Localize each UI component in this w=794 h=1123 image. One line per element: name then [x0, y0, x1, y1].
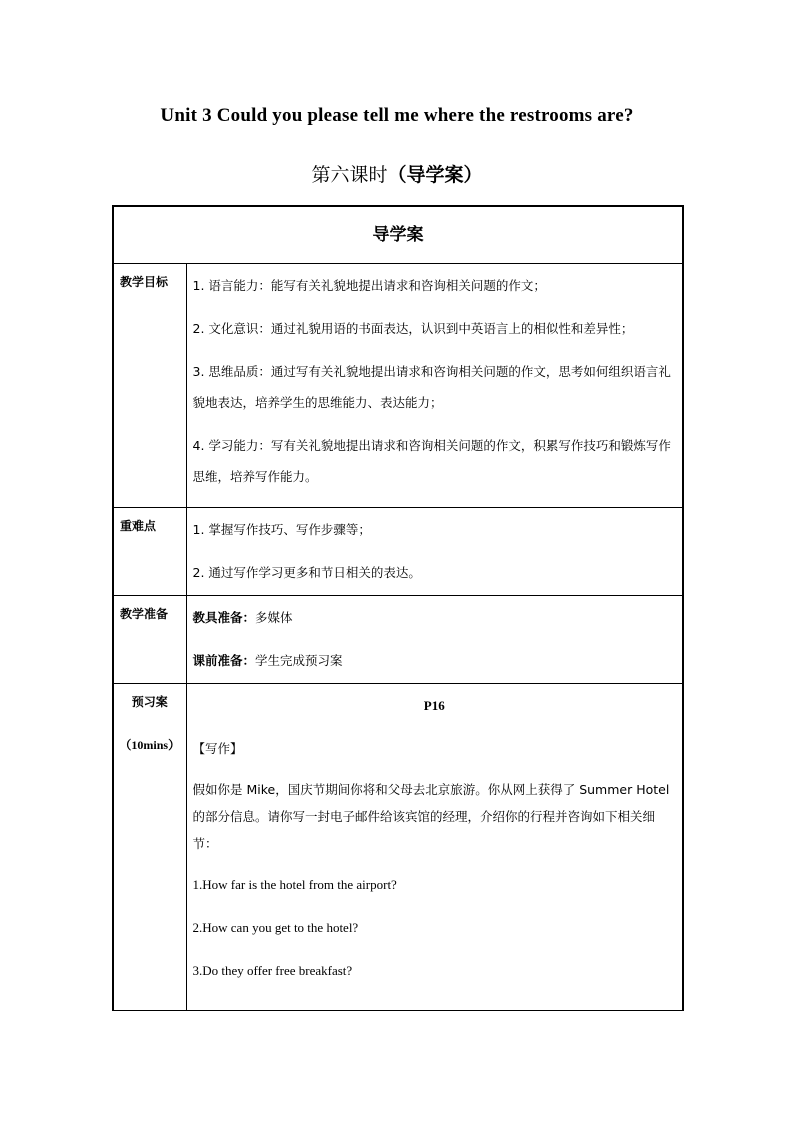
- objectives-label-cell: [113, 264, 186, 508]
- objectives-content: [186, 264, 683, 508]
- preview-label-cell: [113, 684, 186, 1011]
- objective-item-4: 4. 学习能力：写有关礼貌地提出请求和咨询相关问题的作文，积累写作技巧和锻炼写作思维，培养写作能力。: [192, 438, 671, 484]
- preview-question-3: 3.Do they offer free breakfast?: [192, 963, 353, 978]
- preview-duration: （10mins）: [119, 738, 181, 752]
- preview-page: P16: [423, 698, 445, 713]
- preparation-key-2: 课前准备：: [192, 653, 256, 668]
- subtitle-lesson: 第六课时: [311, 164, 388, 186]
- lesson-plan-table: [112, 205, 684, 1011]
- preview-question-1: 1.How far is the hotel from the airport?: [192, 877, 397, 892]
- preparation-key-1: 教具准备：: [192, 610, 256, 625]
- key-point-item-1: 1. 掌握写作技巧、写作步骤等；: [192, 522, 371, 537]
- preparation-row: [113, 596, 683, 684]
- preview-question-2: 2.How can you get to the hotel?: [192, 920, 359, 935]
- subtitle-type: （导学案）: [387, 164, 483, 186]
- objectives-row: [113, 264, 683, 508]
- preparation-value-1: 多媒体: [255, 610, 293, 625]
- key-point-item-2: 2. 通过写作学习更多和节日相关的表达。: [192, 565, 421, 580]
- preview-label: 预习案: [131, 695, 168, 709]
- objectives-label: 教学目标: [120, 275, 169, 289]
- preparation-item-2: [193, 645, 677, 676]
- preparation-label-cell: [113, 596, 186, 684]
- key-points-label: 重难点: [120, 519, 157, 533]
- preview-section: 【写作】: [192, 741, 243, 756]
- preparation-label: 教学准备: [120, 607, 169, 621]
- key-points-label-cell: [113, 508, 186, 596]
- page-title: Unit 3 Could you please tell me where the restrooms are?: [160, 105, 634, 126]
- preparation-item-1: [193, 602, 677, 633]
- preparation-value-2: 学生完成预习案: [255, 653, 343, 668]
- preview-row: [113, 684, 683, 1011]
- objective-item-1: 1. 语言能力：能写有关礼貌地提出请求和咨询相关问题的作文；: [192, 278, 546, 293]
- lesson-subtitle: [0, 160, 794, 187]
- key-points-content: [186, 508, 683, 596]
- key-points-row: [113, 508, 683, 596]
- table-header: 导学案: [113, 206, 683, 264]
- objective-item-3: 3. 思维品质：通过写有关礼貌地提出请求和咨询相关问题的作文，思考如何组织语言礼貌地表达，培养学生的思维能力、表达能力；: [192, 364, 671, 410]
- preview-task: 假如你是 Mike，国庆节期间你将和父母去北京旅游。你从网上获得了 Summer Hotel 的部分信息。请你写一封电子邮件给该宾馆的经理，介绍你的行程并咨询如下相关细节：: [192, 782, 670, 851]
- preparation-content: [186, 596, 683, 684]
- table-header-row: [113, 206, 683, 264]
- objective-item-2: 2. 文化意识：通过礼貌用语的书面表达，认识到中英语言上的相似性和差异性；: [192, 321, 634, 336]
- preview-content: [186, 684, 683, 1011]
